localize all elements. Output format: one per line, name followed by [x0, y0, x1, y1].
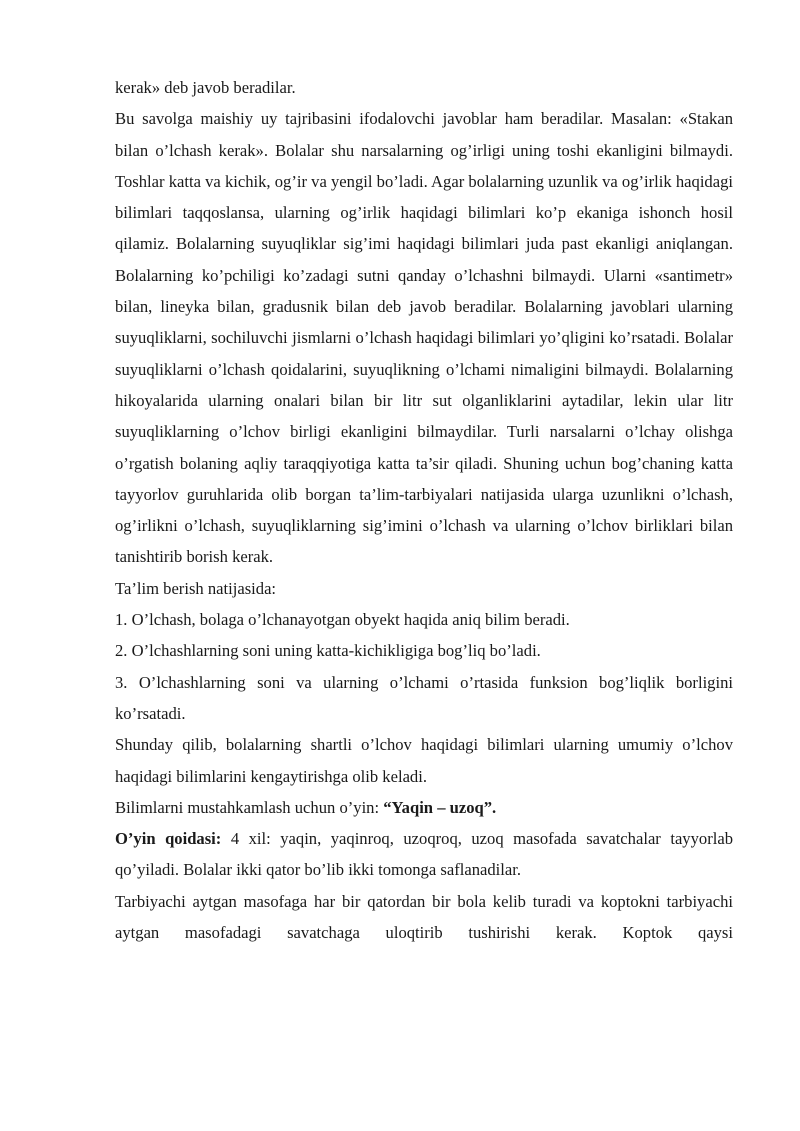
paragraph: Tarbiyachi aytgan masofaga har bir qatordan bir bola kelib turadi va koptokni tarbiyachi aytgan masofadagi savatchaga uloqtirib tushirishi kerak. Koptok qaysi: [115, 891, 733, 943]
game-intro: [115, 792, 733, 823]
paragraph: suyuqliklarni, sochiluvchi jismlarni o’lchash haqidagi bilimlari yo’qligini ko’rsatadi. Bolalar suyuqliklarni o’lchash qoidalarini, suyuqlikning o’lchami nimaligini bilmaydi. Bolalarning hikoyalarida ularning onalari bilan bir litr sut olganliklarini aytadilar, lekin ular litr suyuqliklarning o’lchov birligi ekanligini bilmaydilar. Turli narsalarni o’lchay olishga o’rgatish bolaning aqliy taraqqiyotiga katta ta’sir qiladi. Shuning uchun bog’chaning katta tayyorlov guruhlarida olib borgan ta’lim-tarbiyalari natijasida ularga uzunlikni o’lchash, og’irlikni o’lchash, suyuqliklarning sig’imini o’lchash va ularning o’lchov birliklari bilan tanishtirib borish kerak.: [115, 328, 733, 567]
game-rules-text: 4 xil: yaqin, yaqinroq, uzoqroq, uzoq masofada savatchalar tayyorlab qo’yiladi. Bolalar ikki qator bo’lib ikki tomonga saflanadilar.: [115, 829, 733, 880]
list-item: 1. O’lchash, bolaga o’lchanayotgan obyekt haqida aniq bilim beradi.: [115, 610, 570, 630]
paragraph: Bu savolga maishiy uy tajribasini ifodalovchi javoblar ham beradilar. Masalan: «Stakan bilan o’lchash kerak». Bolalar shu narsalarning og’irligi uning toshi ekanligini bilmaydi. Toshlar katta va kichik, og’ir va yengil bo’ladi. Agar bolalarning uzunlik va og’irlik haqidagi bilimlari taqqoslansa, ularning og’irlik haqidagi bilimlari ko’p ekaniga ishonch hosil qilamiz. Bolalarning suyuqliklar sig’imi haqidagi bilimlari juda past ekanligi aniqlangan. Bolalarning ko’pchiligi ko’zadagi sutni qanday o’lchashni bilmaydi. Ularni «santimetr» bilan, lineyka bilan, gradusnik bilan deb javob beradilar. Bolalarning javoblari ularning: [115, 109, 733, 317]
game-rules-label: O’yin qoidasi:: [115, 829, 222, 849]
list-item: 3. O’lchashlarning soni va ularning o’lchami o’rtasida funksion bog’liqlik borligini ko’rsatadi.: [115, 672, 733, 723]
game-rules: [115, 823, 733, 886]
text-line: Ta’lim berish natijasida:: [115, 578, 277, 598]
text-line: kerak» deb javob beradilar.: [115, 78, 296, 97]
paragraph: Shunday qilib, bolalarning shartli o’lchov haqidagi bilimlari ularning umumiy o’lchov haqidagi bilimlarini kengaytirishga olib keladi.: [115, 735, 733, 786]
list-item: 2. O’lchashlarning soni uning katta-kichikligiga bog’liq bo’ladi.: [115, 641, 541, 661]
document-page: [115, 72, 733, 948]
game-intro-text: Bilimlarni mustahkamlash uchun o’yin:: [115, 797, 384, 817]
game-title: “Yaqin – uzoq”.: [383, 797, 497, 817]
